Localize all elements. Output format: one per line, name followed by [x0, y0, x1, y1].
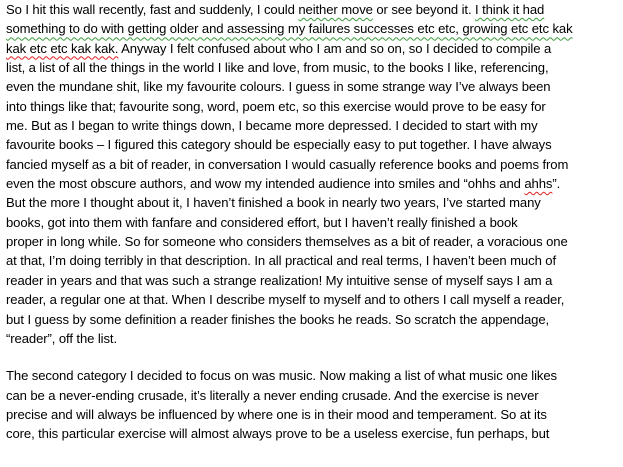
- text-segment: fancied myself as a bit of reader, in conversation I would casually reference books and poems from: [6, 156, 569, 172]
- text-segment: into things like that; favourite song, word, poem etc, so this exercise would prove to be easy for: [6, 98, 546, 114]
- text-segment: So I hit this wall recently, fast and suddenly, I could: [6, 2, 299, 17]
- text-line: [6, 329, 622, 348]
- text-segment: even the mundane shit, like my favourite colours. I guess in some strange way I’ve always been: [6, 79, 551, 95]
- text-segment: Anyway I felt confused about who I am and so on, so I decided to compile a: [118, 40, 552, 56]
- text-line: [6, 251, 622, 270]
- text-segment: The second category I decided to focus on was music. Now making a list of what music one likes: [6, 368, 557, 384]
- text-segment: list, a list of all the things in the world I like and love, from music, to the books I like, referencing,: [6, 60, 549, 76]
- text-segment: core, this particular exercise will almost always prove to be a useless exercise, fun perhaps, but: [6, 426, 550, 442]
- text-segment: or see beyond it.: [372, 2, 476, 17]
- grammar-suggestion-text: I think it had: [475, 2, 545, 17]
- text-segment: books, got into them with fanfare and considered effort, but I haven’t really finished a book: [6, 214, 518, 230]
- paragraph-2: [6, 366, 622, 443]
- text-line: [6, 135, 622, 154]
- text-line: [6, 405, 622, 424]
- text-line: [6, 77, 622, 96]
- text-line: [6, 116, 622, 135]
- text-line: [6, 97, 622, 116]
- text-line: [6, 174, 622, 193]
- text-line: [6, 366, 622, 385]
- text-segment: even the most obscure authors, and wow my intended audience into smiles and “ohhs and: [6, 176, 525, 192]
- text-segment: ”.: [552, 176, 561, 192]
- text-line: [6, 310, 622, 329]
- spelling-error-text: kak etc etc kak kak.: [6, 40, 119, 56]
- text-segment: proper in long while. So for someone who considers themselves as a bit of reader, a voracious one: [6, 234, 568, 250]
- text-segment: reader in years and that was such a strange realization! My intuitive sense of myself says I am a: [6, 272, 553, 288]
- document-body: [6, 0, 622, 444]
- text-line: [6, 386, 622, 405]
- paragraph-spacing: [6, 348, 622, 366]
- spelling-error-text: ahhs: [524, 176, 553, 192]
- text-segment: at that, I’m doing terribly in that description. In all practical and real terms, I haven’t been much of: [6, 253, 557, 269]
- text-line: [6, 39, 622, 58]
- text-line: [6, 424, 622, 443]
- grammar-suggestion-text: something to do with getting older and assessing my failures successes etc etc, growing etc etc kak: [6, 21, 573, 37]
- text-line: [6, 193, 622, 212]
- text-segment: favourite books – I figured this category should be especially easy to put together. I have always: [6, 137, 552, 153]
- text-segment: reader, a regular one at that. When I describe myself to myself and to others I call myself a reader,: [6, 292, 565, 308]
- text-line: [6, 19, 622, 38]
- text-segment: “reader”, off the list.: [6, 330, 117, 346]
- paragraph-1: [6, 0, 622, 348]
- text-line: [6, 58, 622, 77]
- text-line: [6, 213, 622, 232]
- text-segment: me. But as I began to write things down, I became more depressed. I decided to start with my: [6, 118, 538, 134]
- grammar-suggestion-text: neither move: [298, 2, 373, 17]
- text-line: [6, 290, 622, 309]
- text-line: [6, 271, 622, 290]
- text-segment: can be a never-ending crusade, it’s literally a never ending crusade. And the exercise is never: [6, 387, 539, 403]
- text-line: [6, 232, 622, 251]
- text-segment: but I guess by some definition a reader finishes the books he reads. So scratch the appendage,: [6, 311, 550, 327]
- text-segment: But the more I thought about it, I haven’t finished a book in nearly two years, I’ve started many: [6, 195, 541, 211]
- text-segment: precise and will always be influenced by where one is in their mood and temperament. So at its: [6, 406, 547, 422]
- text-line: [6, 155, 622, 174]
- text-line: [6, 0, 622, 19]
